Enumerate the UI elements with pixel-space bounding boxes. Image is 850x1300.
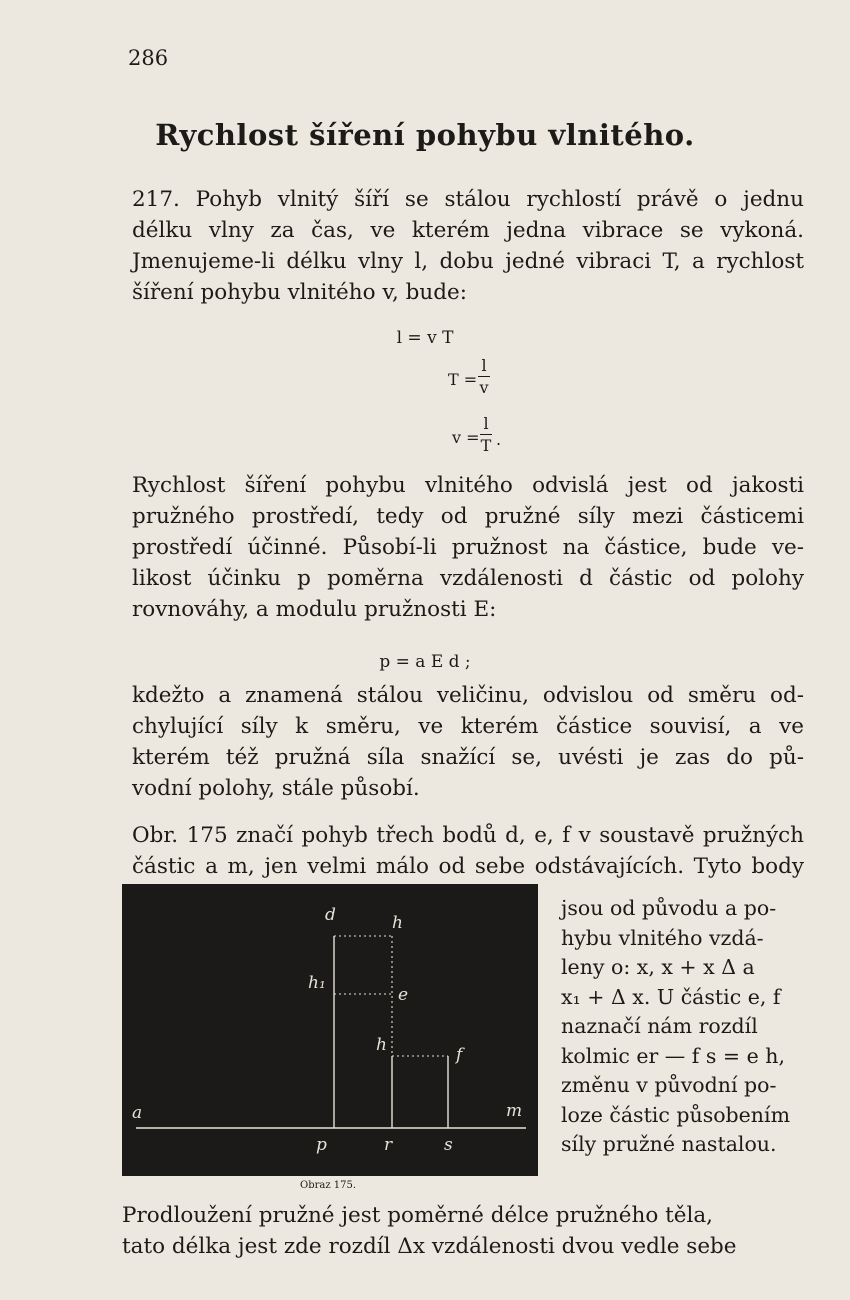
text-line: hybu vlnitého vzdá-	[561, 925, 764, 950]
equation-end: .	[496, 430, 502, 449]
label-e: e	[398, 985, 409, 1005]
label-a: a	[132, 1103, 143, 1123]
text-line: chylující síly k směru, ve kterém částice souvisí, a ve	[132, 714, 804, 739]
fraction-numerator: l	[481, 356, 487, 375]
fraction-bar	[478, 376, 490, 377]
figure-caption: Obraz 175.	[300, 1180, 357, 1191]
paragraph-figure-ref	[132, 820, 804, 882]
label-h: h	[376, 1035, 387, 1055]
text-line: naznačí nám rozdíl	[561, 1014, 758, 1038]
label-f: f	[456, 1045, 463, 1065]
fraction	[478, 414, 494, 455]
text-line: síly pružné nastalou.	[561, 1132, 777, 1156]
equation-wave-length: l = v T	[396, 328, 454, 348]
text-line: jsou od původu a po-	[561, 896, 777, 920]
label-p: p	[316, 1135, 327, 1155]
paragraph-constant	[132, 680, 804, 804]
text-line: kterém též pružná síla snažící se, uvésti je zas do pů-	[132, 745, 804, 770]
section-title: Rychlost šíření pohybu vlnitého.	[155, 118, 695, 152]
text-line: vodní polohy, stále působí.	[132, 776, 420, 801]
label-m: m	[506, 1101, 523, 1121]
label-s: s	[444, 1135, 453, 1155]
paragraph-217	[132, 184, 804, 308]
page-number: 286	[128, 46, 169, 70]
text-line: délku vlny za čas, ve kterém jedna vibrace se vykoná.	[132, 218, 804, 243]
text-line: loze částic působením	[561, 1102, 791, 1127]
text-line: změnu v původní po-	[561, 1073, 777, 1097]
figure-diagram	[122, 884, 538, 1176]
fraction-denominator: T	[480, 436, 492, 455]
text-line: šíření pohybu vlnitého v, bude:	[132, 280, 467, 305]
text-line: částic a m, jen velmi málo od sebe odstávajících. Tyto body	[132, 854, 804, 879]
text-line: x₁ + Δ x. U částic e, f	[561, 984, 781, 1009]
label-h1: h₁	[308, 973, 326, 993]
text-line: Prodloužení pružné jest poměrné délce pružného těla,	[122, 1203, 714, 1228]
label-h-top: h	[392, 913, 403, 933]
text-line: prostředí účinné. Působí-li pružnost na částice, bude ve-	[132, 535, 804, 560]
side-text	[561, 894, 801, 1160]
fraction-numerator: l	[483, 414, 489, 433]
text-line: kdežto a znamená stálou veličinu, odvislou od směru od-	[132, 683, 804, 708]
text-line: pružného prostředí, tedy od pružné síly mezi částicemi	[132, 504, 804, 529]
text-line: leny o: x, x + x Δ a	[561, 955, 755, 979]
fraction-denominator: v	[479, 378, 489, 397]
paragraph-elongation	[122, 1200, 802, 1262]
text-line: likost účinku p poměrna vzdálenosti d částic od polohy	[132, 566, 804, 591]
text-line: rovnováhy, a modulu pružnosti E:	[132, 597, 497, 622]
fraction-bar	[480, 434, 492, 435]
text-line: Obr. 175 značí pohyb třech bodů d, e, f v soustavě pružných	[132, 823, 804, 848]
label-r: r	[384, 1135, 393, 1155]
text-line: 217. Pohyb vlnitý šíří se stálou rychlostí právě o jednu	[132, 187, 804, 212]
text-line: Rychlost šíření pohybu vlnitého odvislá jest od jakosti	[132, 473, 804, 498]
fraction	[476, 356, 492, 397]
text-line: kolmic er — f s = e h,	[561, 1043, 785, 1068]
equation-lhs: T =	[448, 370, 478, 389]
paragraph-elasticity	[132, 470, 804, 625]
text-line: Jmenujeme-li délku vlny l, dobu jedné vibraci T, a rychlost	[132, 249, 804, 274]
equation-force: p = a E d ;	[379, 652, 471, 672]
equation-lhs: v =	[452, 428, 480, 447]
text-line: tato délka jest zde rozdíl Δx vzdálenosti dvou vedle sebe	[122, 1234, 737, 1259]
label-d: d	[325, 905, 336, 925]
figure-175	[122, 884, 538, 1176]
